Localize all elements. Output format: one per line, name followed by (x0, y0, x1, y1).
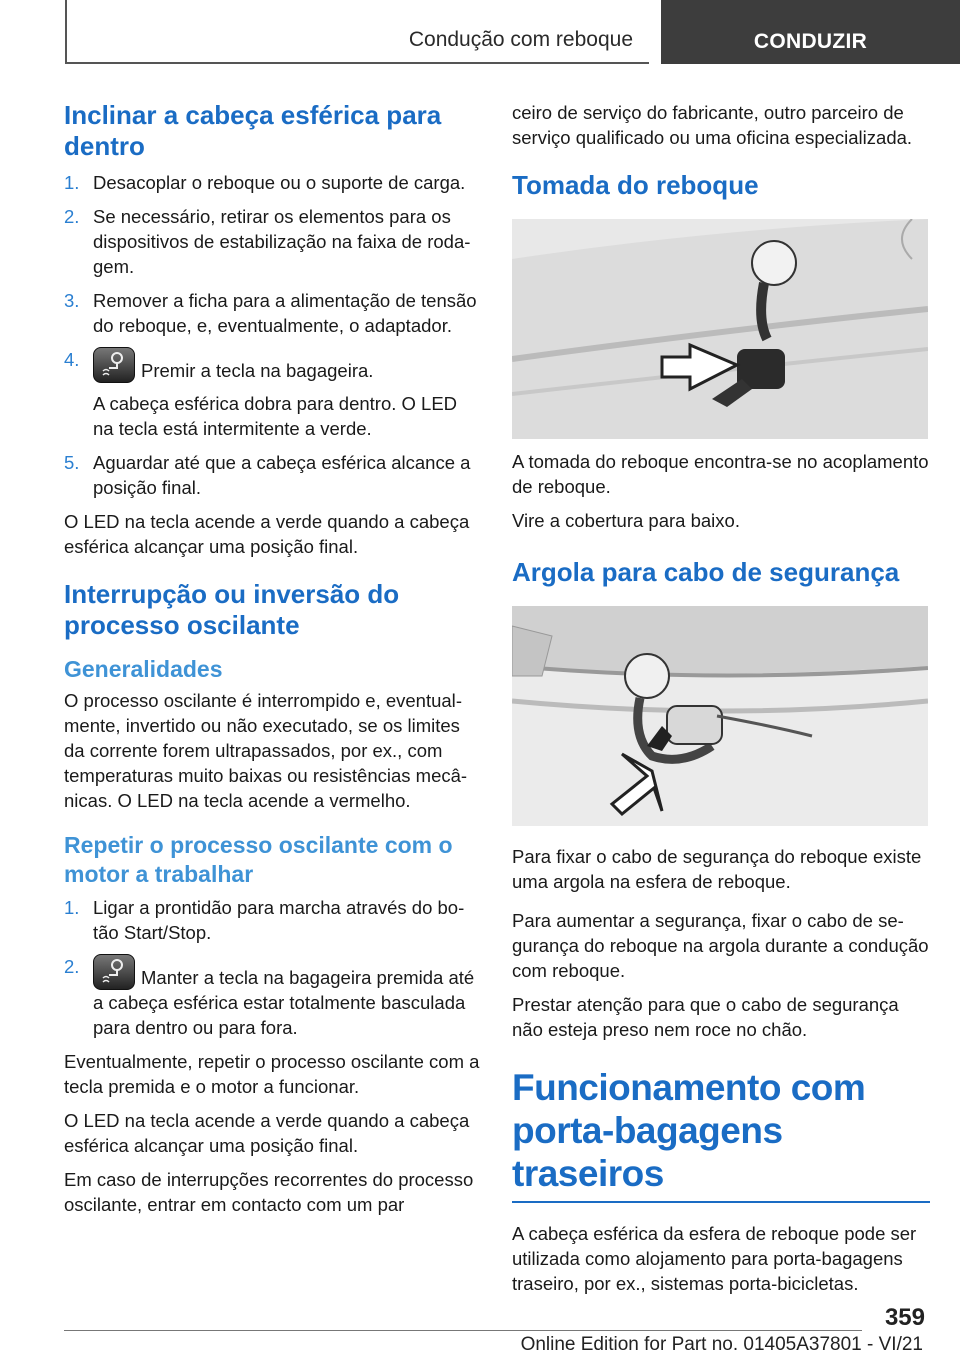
repeat-text-2: O LED na tecla acende a verde quando a cabeça esférica alcançar uma posição final. (64, 1110, 470, 1156)
list-item (64, 895, 480, 945)
list-item (64, 204, 480, 279)
header-divider-left (65, 0, 67, 64)
step-text: Remover a ficha para a alimentação de tensão do reboque, e, eventualmente, o adaptador. (93, 290, 477, 336)
right-column (512, 100, 930, 1305)
heading-interrupt: Interrupção ou inversão do processo oscilante (64, 579, 400, 640)
step-text: Manter a tecla na bagageira premida até a cabeça esférica estar totalmente basculada para dentro ou para fora. (93, 967, 475, 1038)
step-body (93, 954, 480, 1040)
left-column (64, 100, 480, 1226)
step-number: 1. (64, 172, 80, 193)
step-text: Premir a tecla na bagageira. (141, 360, 374, 381)
incline-after-text: O LED na tecla acende a verde quando a cabeça esférica alcançar uma posição final. (64, 511, 470, 557)
repeat-text-3: Em caso de interrupções recorrentes do processo oscilante, entrar em contacto com um par (64, 1169, 474, 1215)
carrier-text: A cabeça esférica da esfera de reboque pode ser utilizada como alojamento para porta-bagagens traseiro, por ex., sistemas porta-bicicletas. (512, 1223, 917, 1294)
list-item (64, 288, 480, 338)
socket-text-1: A tomada do reboque encontra-se no acoplamento de reboque. (512, 451, 929, 497)
tow-hitch-button-icon (93, 347, 135, 383)
heading-carrier: Funcionamento com porta-bagagens traseiros (512, 1067, 866, 1194)
incline-steps (64, 170, 480, 500)
step-body (93, 347, 480, 441)
chapter-tab (661, 0, 960, 64)
step-number: 2. (64, 206, 80, 227)
heading-incline: Inclinar a cabeça esférica para dentro (64, 100, 442, 161)
heading-ring: Argola para cabo de segurança (512, 557, 900, 587)
step-number: 3. (64, 290, 80, 311)
list-item (64, 954, 480, 1040)
repeat-text-1: Eventualmente, repetir o processo oscilante com a tecla premida e o motor a funcionar. (64, 1051, 480, 1097)
list-item (64, 450, 480, 500)
step-number: 2. (64, 956, 80, 977)
heading-general: Generalidades (64, 656, 223, 682)
tow-hitch-button-icon (93, 954, 135, 990)
edition-text: Online Edition for Part no. 01405A37801 - VI/21 (520, 1334, 923, 1355)
socket-illustration (512, 219, 928, 439)
ring-text-1: Para fixar o cabo de segurança do reboque existe uma argola na esfera de reboque. (512, 846, 922, 892)
continued-text: ceiro de serviço do fabricante, outro parceiro de serviço qualificado ou uma oficina especializada. (512, 102, 913, 148)
footer-divider (64, 1330, 862, 1331)
step-number: 5. (64, 452, 80, 473)
step-text: Aguardar até que a cabeça esférica alcance a posição final. (93, 452, 471, 498)
heading-socket: Tomada do reboque (512, 170, 759, 200)
section-title: Condução com reboque (408, 28, 633, 51)
heading-underline (512, 1201, 930, 1203)
heading-repeat: Repetir o processo oscilante com o motor a trabalhar (64, 832, 453, 887)
ring-text-2: Para aumentar a segurança, fixar o cabo de segurança do reboque na argola durante a condução com reboque. (512, 910, 929, 981)
page-number: 359 (884, 1304, 925, 1331)
step-number: 1. (64, 897, 80, 918)
step-text: Desacoplar o reboque ou o suporte de carga. (93, 172, 466, 193)
ring-text-3: Prestar atenção para que o cabo de segurança não esteja preso nem roce no chão. (512, 994, 899, 1040)
general-text: O processo oscilante é interrompido e, eventualmente, invertido ou não executado, se os limites da corrente forem ultrapassados, por ex., com temperaturas muito baixas ou resistências mecânicas. O LED na tecla acende a vermelho. (64, 690, 468, 811)
header-divider-bottom (65, 62, 649, 64)
step-text: Ligar a prontidão para marcha através do botão Start/Stop. (93, 897, 465, 943)
repeat-steps (64, 895, 480, 1040)
socket-text-2: Vire a cobertura para baixo. (512, 510, 740, 531)
step-text: Se necessário, retirar os elementos para os dispositivos de estabilização na faixa de rodagem. (93, 206, 471, 277)
list-item (64, 170, 480, 195)
step-number: 4. (64, 349, 80, 370)
step-subtext: A cabeça esférica dobra para dentro. O LED na tecla está intermitente a verde. (93, 393, 458, 439)
list-item (64, 347, 480, 441)
safety-ring-illustration (512, 606, 928, 826)
chapter-label: CONDUZIR (753, 30, 868, 53)
